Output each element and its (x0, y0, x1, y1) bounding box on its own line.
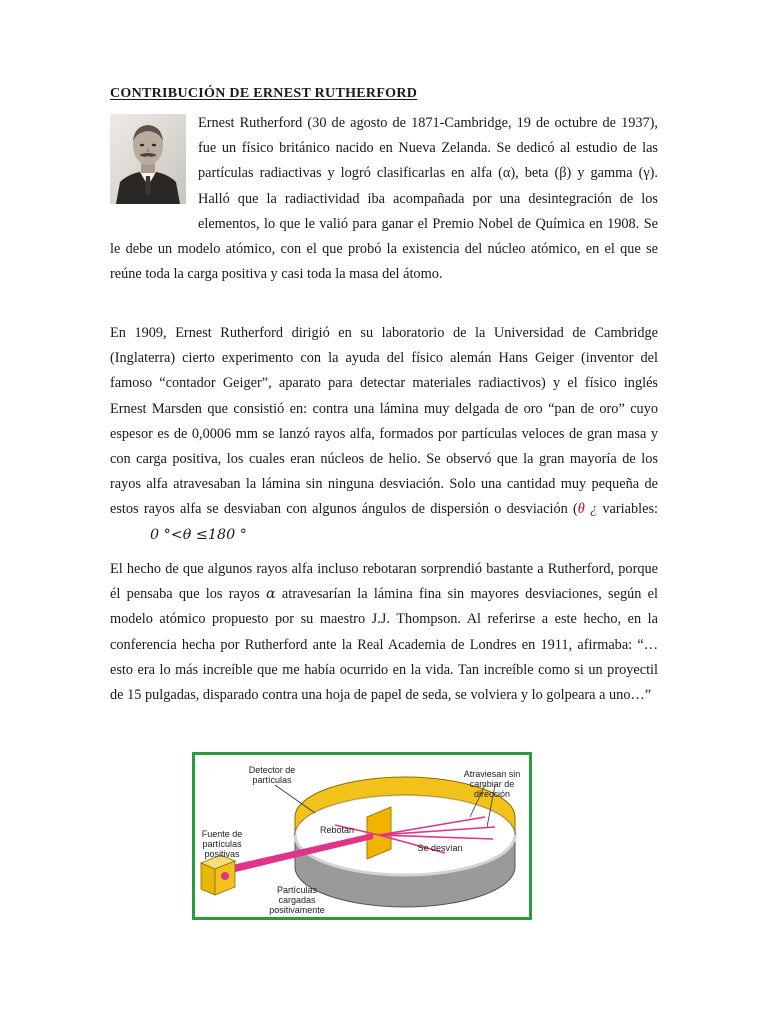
paragraph-1-text: Ernest Rutherford (30 de agosto de 1871-Cambridge, 19 de octubre de 1937), fue un físico británico nacido en Nueva Zelanda. Se dedicó al estudio de las partículas radiactivas y logró clasificarlas en alfa (α), beta (β) y gamma (γ). Halló que la radiactividad iba acompañada por una desintegración de los elementos, lo que le valió para ganar el Premio Nobel de Química en 1908. Se le debe un modelo atómico, con el que probó la existencia del núcleo atómico, en el que se reúne toda la carga positiva y casi toda la masa del átomo. (110, 115, 658, 283)
source-label-line-3: positivas (204, 849, 240, 859)
paragraph-3 (110, 557, 658, 708)
rutherford-experiment-figure (192, 752, 532, 920)
pass-label-line-3: dirección (473, 789, 511, 799)
paragraph-2-tail: variables: (597, 501, 658, 518)
theta-symbol: θ (577, 501, 585, 518)
rebound-label: Rebotan (319, 825, 355, 835)
portrait-wrap-space (110, 111, 198, 237)
source-label (195, 829, 249, 859)
source-label-line-1: Fuente de (201, 829, 243, 839)
document-title: CONTRIBUCIÓN DE ERNEST RUTHERFORD (110, 86, 418, 101)
source-label-line-2: partículas (202, 839, 242, 849)
inverted-question-symbol: ¿ (584, 501, 598, 518)
paragraph-3-text-b: atravesarían la lámina fina sin mayores desviaciones, según el modelo atómico propuesto por su maestro J.J. Thompson. Al referirse a este hecho, en la conferencia hecha por Rutherford ante la Real Academia de Londres en 1911, afirmaba: “…esto era lo más increíble que me había ocurrido en la vida. Tan increíble como si un proyectil de 15 pulgadas, disparado contra una hoja de papel de seda, se volviera y lo golpeara a uno…” (110, 586, 658, 704)
paragraph-1 (110, 111, 658, 287)
paragraph-2 (110, 321, 658, 548)
detector-label (235, 765, 309, 785)
pass-through-label (455, 769, 529, 799)
detector-label-line-2: partículas (252, 775, 292, 785)
paragraph-3-text-a: El hecho de que algunos rayos alfa incluso rebotaran sorprendió bastante a Rutherford, porque él pensaba que los rayos (110, 561, 658, 603)
charged-label-line-1: Partículas (276, 885, 318, 895)
pass-label-line-1: Atraviesan sin (463, 769, 521, 779)
paragraph-2-text: En 1909, Ernest Rutherford dirigió en su laboratorio de la Universidad de Cambridge (Inglaterra) cierto experimento con la ayuda del físico alemán Hans Geiger (inventor del famoso “contador Geiger”, aparato para detectar materiales radiactivos) y el físico inglés Ernest Marsden que consistió en: contra una lámina muy delgada de oro “pan de oro” cuyo espesor es de 0,0006 mm se lanzó rayos alfa, formados por partículas veloces de gran masa y con carga positiva, los cuales eran núcleos de helio. Se observó que la gran mayoría de los rayos alfa atravesaban la lámina sin ninguna desviación. Solo una cantidad muy pequeña de estos rayos alfa se desviaban con algunos ángulos de dispersión o desviación ( (110, 325, 658, 518)
charged-label-line-3: positivamente (269, 905, 325, 915)
angle-range-formula: 0 °<θ ≤180 ° (150, 526, 247, 543)
charged-particles-label (257, 885, 337, 915)
detector-label-line-1: Detector de (248, 765, 296, 775)
deflect-label: Se desvían (417, 843, 463, 853)
alpha-symbol: α (266, 586, 276, 603)
charged-label-line-2: cargadas (278, 895, 316, 905)
pass-label-line-2: cambiar de (469, 779, 515, 789)
